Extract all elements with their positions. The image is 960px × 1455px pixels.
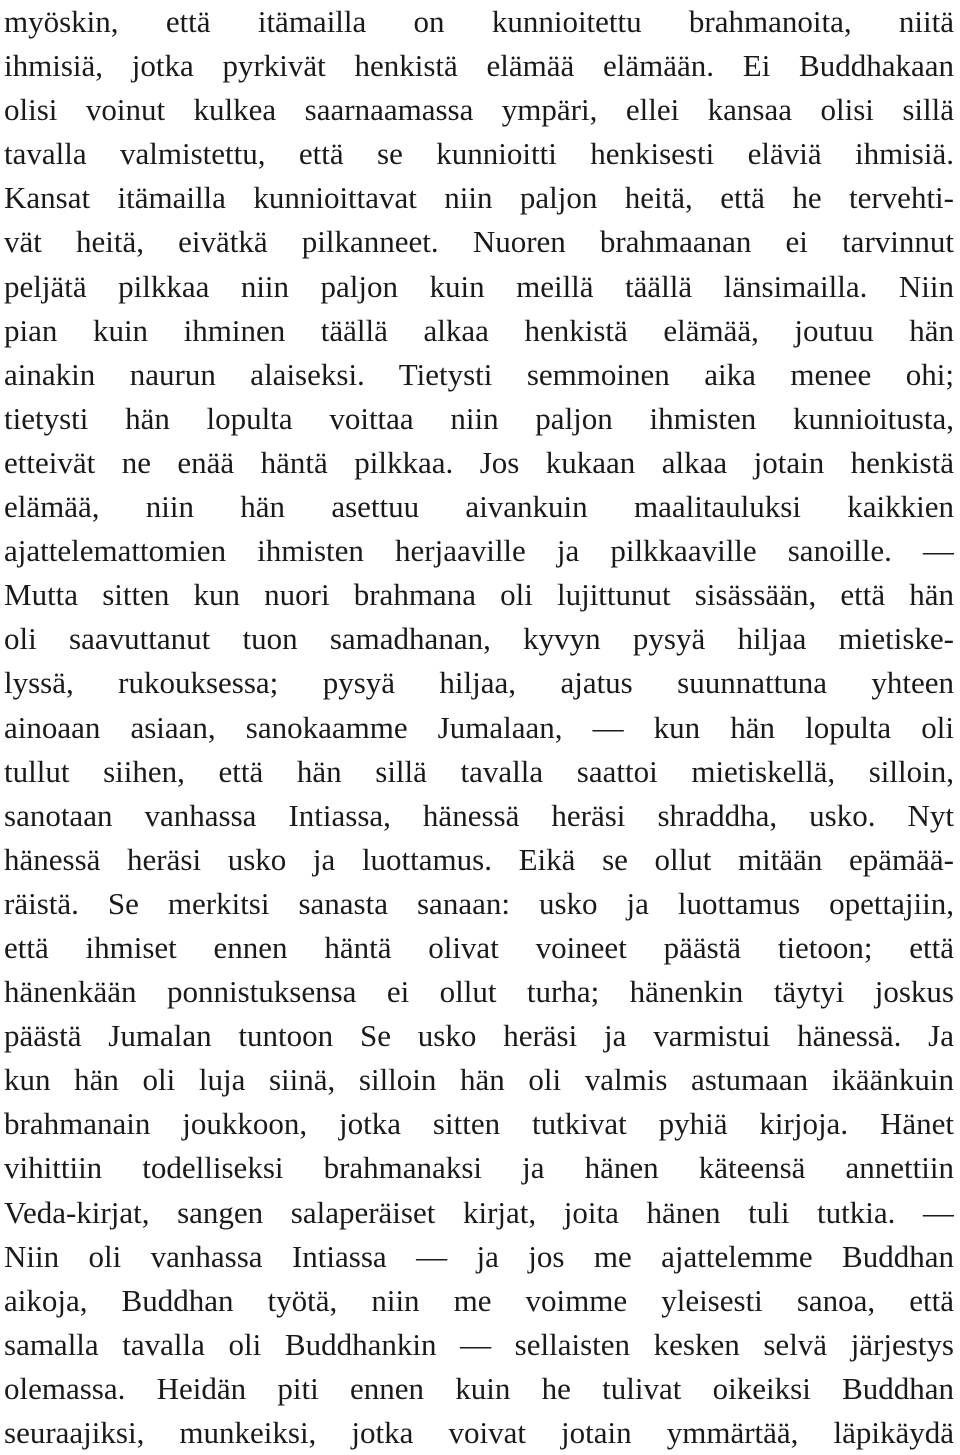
document-page (4, 0, 954, 1455)
text-line: kun hän oli luja siinä, silloin hän oli valmis astumaan ikäänkuin (4, 1062, 954, 1098)
text-line: Mutta sitten kun nuori brahmana oli lujittunut sisässään, että hän (4, 577, 954, 613)
text-line: etteivät ne enää häntä pilkkaa. Jos kukaan alkaa jotain henkistä (4, 444, 954, 480)
text-line: seuraajiksi, munkeiksi, jotka voivat jotain ymmärtää, läpikäydä (4, 1415, 954, 1450)
text-line: sanotaan vanhassa Intiassa, hänessä heräsi shraddha, usko. Nyt (4, 797, 954, 833)
text-line: ajattelemattomien ihmisten herjaaville ja pilkkaaville sanoille. — (4, 533, 954, 569)
text-line: Veda-kirjat, sangen salaperäiset kirjat, joita hänen tuli tutkia. — (4, 1194, 954, 1230)
text-line: elämää, niin hän asettuu aivankuin maalitauluksi kaikkien (4, 489, 954, 525)
text-line: lyssä, rukouksessa; pysyä hiljaa, ajatus suunnattuna yhteen (4, 665, 954, 701)
text-line: olisi voinut kulkea saarnaamassa ympäri, ellei kansaa olisi sillä (4, 92, 954, 128)
text-line: pian kuin ihminen täällä alkaa henkistä elämää, joutuu hän (4, 312, 954, 348)
text-line: ihmisiä, jotka pyrkivät henkistä elämää elämään. Ei Buddhakaan (4, 48, 954, 84)
text-line: ainoaan asiaan, sanokaamme Jumalaan, — kun hän lopulta oli (4, 709, 954, 745)
text-line: oli saavuttanut tuon samadhanan, kyvyn pysyä hiljaa mietiske- (4, 621, 954, 657)
text-line: hänessä heräsi usko ja luottamus. Eikä se ollut mitään epämää- (4, 841, 954, 877)
text-line: että ihmiset ennen häntä olivat voineet päästä tietoon; että (4, 929, 954, 965)
text-line: hänenkään ponnistuksensa ei ollut turha; hänenkin täytyi joskus (4, 974, 954, 1010)
text-line: päästä Jumalan tuntoon Se usko heräsi ja varmistui hänessä. Ja (4, 1018, 954, 1054)
text-line: myöskin, että itämailla on kunnioitettu brahmanoita, niitä (4, 4, 954, 39)
text-line: brahmanain joukkoon, jotka sitten tutkivat pyhiä kirjoja. Hänet (4, 1106, 954, 1142)
text-line: vät heitä, eivätkä pilkanneet. Nuoren brahmaanan ei tarvinnut (4, 224, 954, 260)
text-line: Kansat itämailla kunnioittavat niin paljon heitä, että he tervehti- (4, 180, 954, 216)
text-line: tietysti hän lopulta voittaa niin paljon ihmisten kunnioitusta, (4, 400, 954, 436)
text-line: peljätä pilkkaa niin paljon kuin meillä täällä länsimailla. Niin (4, 268, 954, 304)
text-line: Niin oli vanhassa Intiassa — ja jos me ajattelemme Buddhan (4, 1238, 954, 1274)
text-line: aikoja, Buddhan työtä, niin me voimme yleisesti sanoa, että (4, 1282, 954, 1318)
text-line: samalla tavalla oli Buddhankin — sellaisten kesken selvä järjestys (4, 1326, 954, 1362)
text-line: tullut siihen, että hän sillä tavalla saattoi mietiskellä, silloin, (4, 753, 954, 789)
text-line: ainakin naurun alaiseksi. Tietysti semmoinen aika menee ohi; (4, 356, 954, 392)
text-line: tavalla valmistettu, että se kunnioitti henkisesti eläviä ihmisiä. (4, 136, 954, 172)
text-line: olemassa. Heidän piti ennen kuin he tulivat oikeiksi Buddhan (4, 1370, 954, 1406)
text-line: vihittiin todelliseksi brahmanaksi ja hänen käteensä annettiin (4, 1150, 954, 1186)
text-line: räistä. Se merkitsi sanasta sanaan: usko ja luottamus opettajiin, (4, 885, 954, 921)
